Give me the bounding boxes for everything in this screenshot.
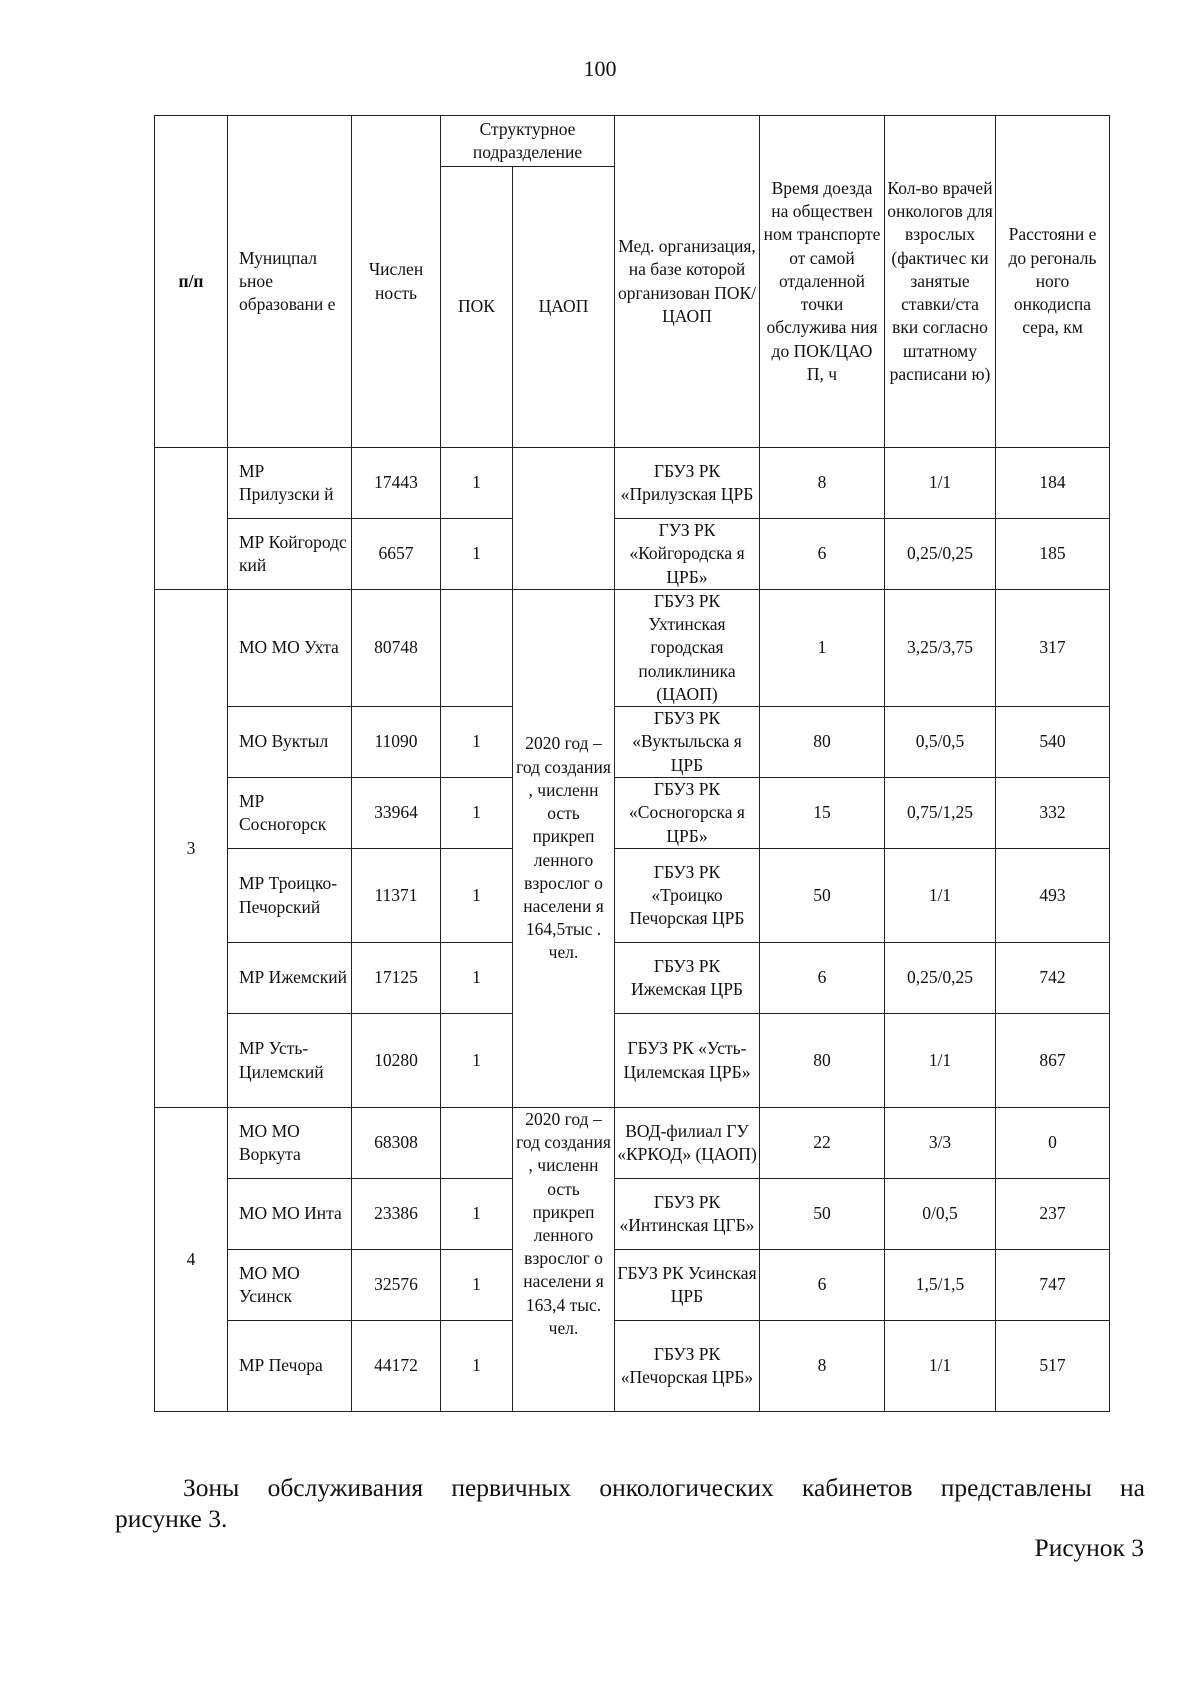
cell-time: 6 xyxy=(760,519,885,590)
cell-pok: 1 xyxy=(441,943,513,1014)
table-row xyxy=(155,849,1110,943)
cell-pok xyxy=(441,590,513,707)
page-number: 100 xyxy=(583,56,617,81)
cell-population: 23386 xyxy=(352,1179,441,1250)
table-row xyxy=(155,1321,1110,1412)
table-row xyxy=(155,707,1110,778)
cell-med-org: ГУЗ РК «Койгородска я ЦРБ» xyxy=(615,519,760,590)
cell-doctors: 0,75/1,25 xyxy=(885,778,996,849)
cell-doctors: 0,25/0,25 xyxy=(885,943,996,1014)
cell-distance: 493 xyxy=(996,849,1110,943)
cell-distance: 0 xyxy=(996,1108,1110,1179)
cell-time: 50 xyxy=(760,849,885,943)
cell-municipality: МР Сосногорск xyxy=(228,778,352,849)
cell-time: 8 xyxy=(760,1321,885,1412)
cell-time: 22 xyxy=(760,1108,885,1179)
header-structural: Структурное подразделение xyxy=(441,116,615,167)
cell-municipality: МР Печора xyxy=(228,1321,352,1412)
group-cell-empty xyxy=(155,448,228,590)
cell-population: 17125 xyxy=(352,943,441,1014)
table-row xyxy=(155,778,1110,849)
cell-distance: 185 xyxy=(996,519,1110,590)
header-travel-time: Время доезда на обществен ном транспорте от самой отдаленной точки обслужива ния до ПОК/ЦАО П, ч xyxy=(760,116,885,448)
cell-municipality: МО МО Усинск xyxy=(228,1250,352,1321)
header-pok: ПОК xyxy=(441,167,513,448)
cell-municipality: МР Ижемский xyxy=(228,943,352,1014)
header-tsaop: ЦАОП xyxy=(513,167,615,448)
cell-doctors: 0,5/0,5 xyxy=(885,707,996,778)
table-row xyxy=(155,943,1110,1014)
header-distance: Расстояни е до регональ ного онкодиспа сера, км xyxy=(996,116,1110,448)
group-number-3: 3 xyxy=(155,590,228,1108)
cell-municipality: МР Троицко- Печорский xyxy=(228,849,352,943)
cell-pok: 1 xyxy=(441,1250,513,1321)
cell-doctors: 1,5/1,5 xyxy=(885,1250,996,1321)
body-paragraph xyxy=(115,1472,1145,1534)
cell-pok: 1 xyxy=(441,1321,513,1412)
cell-time: 80 xyxy=(760,1014,885,1108)
cell-med-org: ГБУЗ РК «Печорская ЦРБ» xyxy=(615,1321,760,1412)
cell-distance: 332 xyxy=(996,778,1110,849)
cell-doctors: 1/1 xyxy=(885,1014,996,1108)
cell-municipality: МР Усть- Цилемский xyxy=(228,1014,352,1108)
cell-municipality: МО Вуктыл xyxy=(228,707,352,778)
cell-distance: 867 xyxy=(996,1014,1110,1108)
table-row xyxy=(155,1108,1110,1179)
paragraph-line-2: рисунке 3. xyxy=(115,1504,228,1533)
cell-doctors: 1/1 xyxy=(885,448,996,519)
cell-distance: 540 xyxy=(996,707,1110,778)
figure-caption: Рисунок 3 xyxy=(1034,1533,1144,1562)
cell-time: 50 xyxy=(760,1179,885,1250)
table-row xyxy=(155,519,1110,590)
group-number-4: 4 xyxy=(155,1108,228,1412)
cell-pok xyxy=(441,1108,513,1179)
cell-pok: 1 xyxy=(441,849,513,943)
cell-med-org: ГБУЗ РК «Сосногорска я ЦРБ» xyxy=(615,778,760,849)
cell-med-org: ВОД-филиал ГУ «КРКОД» (ЦАОП) xyxy=(615,1108,760,1179)
cell-population: 17443 xyxy=(352,448,441,519)
header-pp: п/п xyxy=(155,116,228,448)
cell-pok: 1 xyxy=(441,707,513,778)
cell-time: 80 xyxy=(760,707,885,778)
cell-doctors: 0/0,5 xyxy=(885,1179,996,1250)
header-population: Числен ность xyxy=(352,116,441,448)
cell-distance: 742 xyxy=(996,943,1110,1014)
cell-time: 6 xyxy=(760,943,885,1014)
cell-pok: 1 xyxy=(441,778,513,849)
cell-doctors: 0,25/0,25 xyxy=(885,519,996,590)
cell-tsaop-group3: 2020 год – год создания , численн ость прикреп ленного взрослог о населени я 164,5тыс . чел. xyxy=(513,590,615,1108)
table-row xyxy=(155,1250,1110,1321)
cell-time: 15 xyxy=(760,778,885,849)
cell-distance: 237 xyxy=(996,1179,1110,1250)
cell-municipality: МО МО Ухта xyxy=(228,590,352,707)
cell-tsaop-group4: 2020 год – год создания , численн ость прикреп ленного взрослог о населени я 163,4 тыс. чел. xyxy=(513,1108,615,1412)
cell-doctors: 1/1 xyxy=(885,849,996,943)
cell-population: 44172 xyxy=(352,1321,441,1412)
cell-doctors: 3/3 xyxy=(885,1108,996,1179)
cell-med-org: ГБУЗ РК «Троицко Печорская ЦРБ xyxy=(615,849,760,943)
cell-doctors: 3,25/3,75 xyxy=(885,590,996,707)
cell-tsaop-empty xyxy=(513,448,615,590)
cell-med-org: ГБУЗ РК Усинская ЦРБ xyxy=(615,1250,760,1321)
paragraph-line-1: Зоны обслуживания первичных онкологических кабинетов представлены на xyxy=(183,1473,1145,1502)
cell-time: 6 xyxy=(760,1250,885,1321)
table-row xyxy=(155,1014,1110,1108)
cell-doctors: 1/1 xyxy=(885,1321,996,1412)
cell-time: 1 xyxy=(760,590,885,707)
cell-population: 11090 xyxy=(352,707,441,778)
cell-municipality: МО МО Инта xyxy=(228,1179,352,1250)
cell-population: 10280 xyxy=(352,1014,441,1108)
cell-med-org: ГБУЗ РК Ижемская ЦРБ xyxy=(615,943,760,1014)
table-row xyxy=(155,590,1110,707)
cell-distance: 517 xyxy=(996,1321,1110,1412)
cell-med-org: ГБУЗ РК Ухтинская городская поликлиника (ЦАОП) xyxy=(615,590,760,707)
cell-municipality: МО МО Воркута xyxy=(228,1108,352,1179)
cell-population: 33964 xyxy=(352,778,441,849)
cell-distance: 747 xyxy=(996,1250,1110,1321)
header-med-org: Мед. организация, на базе которой организован ПОК/ЦАОП xyxy=(615,116,760,448)
cell-population: 80748 xyxy=(352,590,441,707)
cell-population: 11371 xyxy=(352,849,441,943)
cell-population: 6657 xyxy=(352,519,441,590)
header-doctors: Кол-во врачей онкологов для взрослых (фактичес ки занятые ставки/ста вки согласно штатному расписани ю) xyxy=(885,116,996,448)
cell-population: 32576 xyxy=(352,1250,441,1321)
cell-municipality: МР Прилузски й xyxy=(228,448,352,519)
cell-pok: 1 xyxy=(441,1179,513,1250)
cell-time: 8 xyxy=(760,448,885,519)
cell-distance: 184 xyxy=(996,448,1110,519)
cell-med-org: ГБУЗ РК «Интинская ЦГБ» xyxy=(615,1179,760,1250)
oncology-table xyxy=(154,115,1110,1412)
cell-municipality: МР Койгородс кий xyxy=(228,519,352,590)
cell-distance: 317 xyxy=(996,590,1110,707)
cell-pok: 1 xyxy=(441,1014,513,1108)
cell-pok: 1 xyxy=(441,519,513,590)
cell-med-org: ГБУЗ РК «Вуктыльска я ЦРБ xyxy=(615,707,760,778)
header-municipality: Муницпал ьное образовани е xyxy=(228,116,352,448)
cell-med-org: ГБУЗ РК «Прилузская ЦРБ xyxy=(615,448,760,519)
table-row xyxy=(155,1179,1110,1250)
cell-population: 68308 xyxy=(352,1108,441,1179)
cell-pok: 1 xyxy=(441,448,513,519)
header-row-1 xyxy=(155,116,1110,167)
cell-med-org: ГБУЗ РК «Усть- Цилемская ЦРБ» xyxy=(615,1014,760,1108)
table-row xyxy=(155,448,1110,519)
